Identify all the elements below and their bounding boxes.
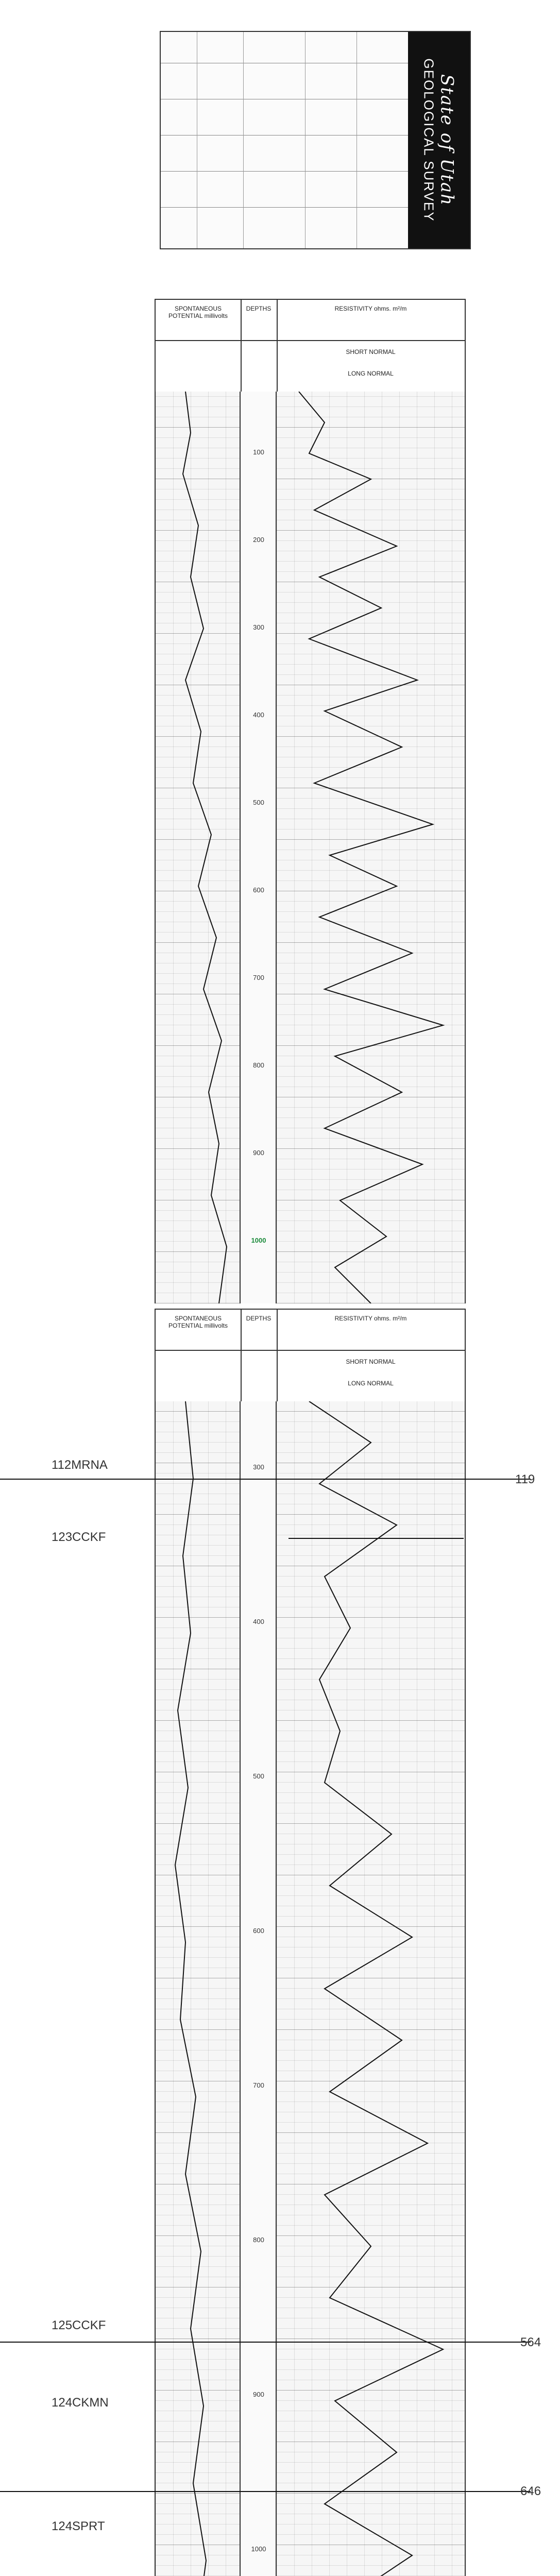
formation-marker-line — [0, 2491, 531, 2492]
depth-tick: 900 — [253, 1149, 264, 1157]
depth-tick: 400 — [253, 1618, 264, 1625]
scale-header-run1 — [155, 340, 466, 394]
formation-marker-label: 112MRNA — [52, 1458, 108, 1472]
depth-label: DEPTHS — [246, 305, 271, 312]
depth-label: DEPTHS — [246, 1315, 271, 1322]
short-normal-label: SHORT NORMAL — [346, 1358, 396, 1365]
depth-tick: 1000 — [251, 2545, 266, 2553]
depth-tick: 800 — [253, 2236, 264, 2244]
formation-marker-label: 124CKMN — [52, 2396, 109, 2410]
sp-curve — [175, 1401, 227, 2576]
depth-tick: 800 — [253, 1061, 264, 1069]
formation-marker-line — [289, 1538, 464, 1539]
header-info-table — [161, 32, 408, 248]
depth-tick: 700 — [253, 974, 264, 981]
formation-marker-line — [0, 1479, 531, 1480]
formation-marker-depth: 564 — [520, 2335, 541, 2349]
formation-marker-depth: 646 — [520, 2484, 541, 2498]
survey-title: GEOLOGICAL SURVEY — [421, 58, 437, 222]
depth-tick: 300 — [253, 623, 264, 631]
depth-tick: 600 — [253, 886, 264, 894]
resistivity-curve — [299, 392, 443, 1303]
resistivity-label: RESISTIVITY ohms. m²/m — [334, 305, 407, 312]
survey-title-script: State of Utah — [436, 74, 457, 207]
resistivity-label: RESISTIVITY ohms. m²/m — [334, 1315, 407, 1322]
depth-tick: 300 — [253, 1463, 264, 1471]
depth-tick: 400 — [253, 711, 264, 719]
depth-tick: 100 — [253, 448, 264, 456]
formation-marker-line — [0, 2342, 531, 2343]
sp-curve — [183, 392, 227, 1303]
log-curves-run1 — [155, 392, 464, 1303]
formation-marker-label: 123CCKF — [52, 1530, 106, 1544]
depth-tick: 900 — [253, 2391, 264, 2398]
column-header-run2 — [155, 1309, 466, 1352]
long-normal-label: LONG NORMAL — [348, 1380, 394, 1387]
survey-title-box — [408, 32, 470, 248]
formation-marker-label: 125CCKF — [52, 2318, 106, 2332]
depth-tick: 700 — [253, 2081, 264, 2089]
short-normal-label: SHORT NORMAL — [346, 348, 396, 355]
depth-tick: 500 — [253, 1772, 264, 1780]
depth-tick: 1000 — [251, 1236, 266, 1244]
log-curves-run2 — [155, 1401, 464, 2576]
formation-marker-label: 124SPRT — [52, 2519, 105, 2533]
depth-tick: 500 — [253, 799, 264, 806]
log-header — [160, 31, 471, 249]
sp-label: SPONTANEOUS POTENTIAL millivolts — [168, 1315, 228, 1329]
resistivity-curve — [309, 1401, 443, 2576]
scale-header-run2 — [155, 1350, 466, 1403]
depth-tick: 600 — [253, 1927, 264, 1935]
long-normal-label: LONG NORMAL — [348, 370, 394, 377]
formation-marker-depth: 119 — [515, 1472, 535, 1486]
column-header-run1 — [155, 299, 466, 342]
sp-label: SPONTANEOUS POTENTIAL millivolts — [168, 305, 228, 319]
depth-tick: 200 — [253, 536, 264, 544]
